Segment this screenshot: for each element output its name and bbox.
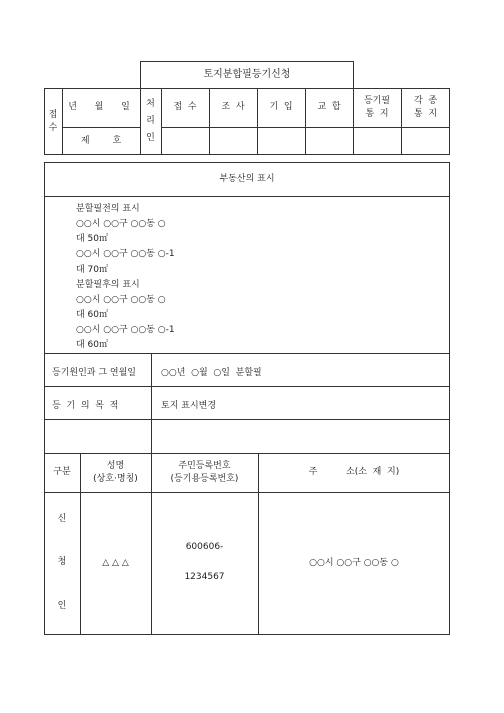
cause-value[interactable]: ○○년 ○월 ○일 분할필 [161, 368, 262, 378]
notice-completion-cell[interactable] [353, 127, 401, 155]
purpose-value[interactable]: 토지 표시변경 [161, 401, 217, 411]
step-inspection-cell[interactable] [209, 127, 257, 155]
applicant-name[interactable]: △ △ △ [102, 558, 129, 569]
property-heading: 부동산의 표시 [219, 173, 275, 184]
property-line: ○○시 ○○구 ○○동 ○ [76, 219, 166, 229]
step-collation: 교 합 [317, 102, 341, 113]
step-collation-cell[interactable] [305, 127, 353, 155]
property-line: 대 60㎡ [76, 340, 109, 350]
property-line: ○○시 ○○구 ○○동 ○ [76, 295, 166, 305]
property-line: 대 60㎡ [76, 310, 109, 320]
property-line: 대 50㎡ [76, 234, 109, 244]
number-label: 제 호 [80, 135, 122, 146]
applicant-col-name: 성명 (상호·명칭) [93, 460, 138, 484]
applicant-col-address: 주 소(소 재 지) [308, 467, 400, 478]
notice-various-cell[interactable] [401, 127, 450, 155]
date-label: 년 월 일 [68, 102, 134, 113]
property-line: ○○시 ○○구 ○○동 ○-1 [76, 325, 175, 335]
step-entry-cell[interactable] [257, 127, 305, 155]
empty-row-cell[interactable] [151, 419, 450, 453]
property-line: 대 70㎡ [76, 265, 109, 275]
applicant-role-1: 신 [57, 513, 67, 524]
step-entry: 기 입 [269, 102, 293, 113]
applicant-address[interactable]: ○○시 ○○구 ○○동 ○ [309, 558, 399, 569]
property-line: 분할필전의 표시 [76, 204, 140, 214]
applicant-role-2: 청 [57, 556, 67, 567]
step-reception: 접 수 [173, 102, 197, 113]
processor-label: 처 리 인 [146, 98, 155, 144]
purpose-label: 등 기 의 목 적 [52, 401, 119, 411]
property-line: ○○시 ○○구 ○○동 ○-1 [76, 249, 175, 259]
cause-label: 등기원인과 그 연월일 [52, 368, 136, 378]
notice-various: 각 종 통 지 [413, 95, 438, 119]
applicant-id-line2[interactable]: 1234567 [184, 571, 225, 582]
form-title: 토지분합필등기신청 [203, 69, 291, 80]
applicant-role-3: 인 [57, 600, 67, 611]
property-line: 분할필후의 표시 [76, 280, 140, 290]
step-inspection: 조 사 [221, 102, 245, 113]
reception-label: 접 수 [48, 109, 58, 133]
applicant-id-line1[interactable]: 600606- [185, 541, 224, 552]
step-reception-cell[interactable] [161, 127, 209, 155]
applicant-col-type: 구분 [53, 467, 71, 478]
applicant-col-id: 주민등록번호 (등기용등록번호) [170, 460, 239, 484]
notice-completion: 등기필 통 지 [363, 95, 391, 119]
